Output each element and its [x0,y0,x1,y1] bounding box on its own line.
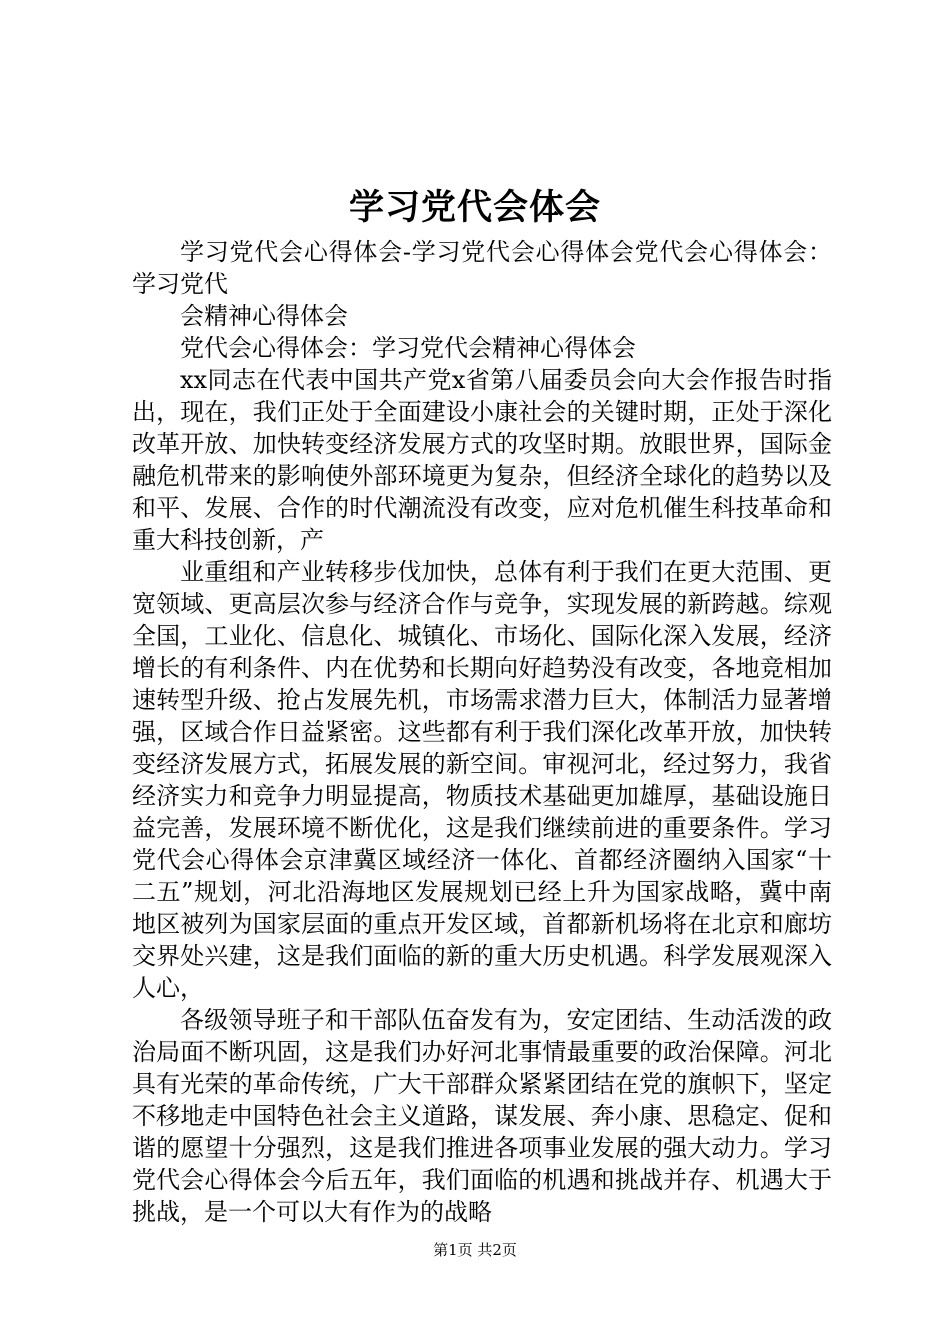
paragraph-5: 业重组和产业转移步伐加快，总体有利于我们在更大范围、更宽领域、更高层次参与经济合作与竞争，实现发展的新跨越。综观全国，工业化、信息化、城镇化、市场化、国际化深入发展，经济增长的有利条件、内在优势和长期向好趋势没有改变，各地竞相加速转型升级、抢占发展先机，市场需求潜力巨大，体制活力显著增强，区域合作日益紧密。这些都有利于我们深化改革开放，加快转变经济发展方式，拓展发展的新空间。审视河北，经过努力，我省经济实力和竞争力明显提高，物质技术基础更加雄厚，基础设施日益完善，发展环境不断优化，这是我们继续前进的重要条件。学习党代会心得体会京津冀区域经济一体化、首都经济圈纳入国家“十二五”规划，河北沿海地区发展规划已经上升为国家战略，冀中南地区被列为国家层面的重点开发区域，首都新机场将在北京和廊坊交界处兴建，这是我们面临的新的重大历史机遇。科学发展观深入人心， [132,558,832,1002]
paragraph-1: 学习党代会心得体会-学习党代会心得体会党代会心得体会：学习党代 [132,238,832,298]
page-footer: 第1页 共2页 [433,1241,517,1259]
paragraph-3: 党代会心得体会：学习党代会精神心得体会 [180,334,636,362]
paragraph-4: xx同志在代表中国共产党x省第八届委员会向大会作报告时指出，现在，我们正处于全面建设小康社会的关键时期，正处于深化改革开放、加快转变经济发展方式的攻坚时期。放眼世界，国际金融危机带来的影响使外部环境更为复杂，但经济全球化的趋势以及和平、发展、合作的时代潮流没有改变，应对危机催生科技革命和重大科技创新，产 [132,366,832,554]
paragraph-2: 会精神心得体会 [180,302,348,330]
document-body [132,236,832,1228]
document-title: 学习党代会体会 [348,188,601,228]
paragraph-6: 各级领导班子和干部队伍奋发有为，安定团结、生动活泼的政治局面不断巩固，这是我们办好河北事情最重要的政治保障。河北具有光荣的革命传统，广大干部群众紧紧团结在党的旗帜下，坚定不移地走中国特色社会主义道路，谋发展、奔小康、思稳定、促和谐的愿望十分强烈，这是我们推进各项事业发展的强大动力。学习党代会心得体会今后五年，我们面临的机遇和挑战并存、机遇大于挑战，是一个可以大有作为的战略 [132,1006,832,1226]
